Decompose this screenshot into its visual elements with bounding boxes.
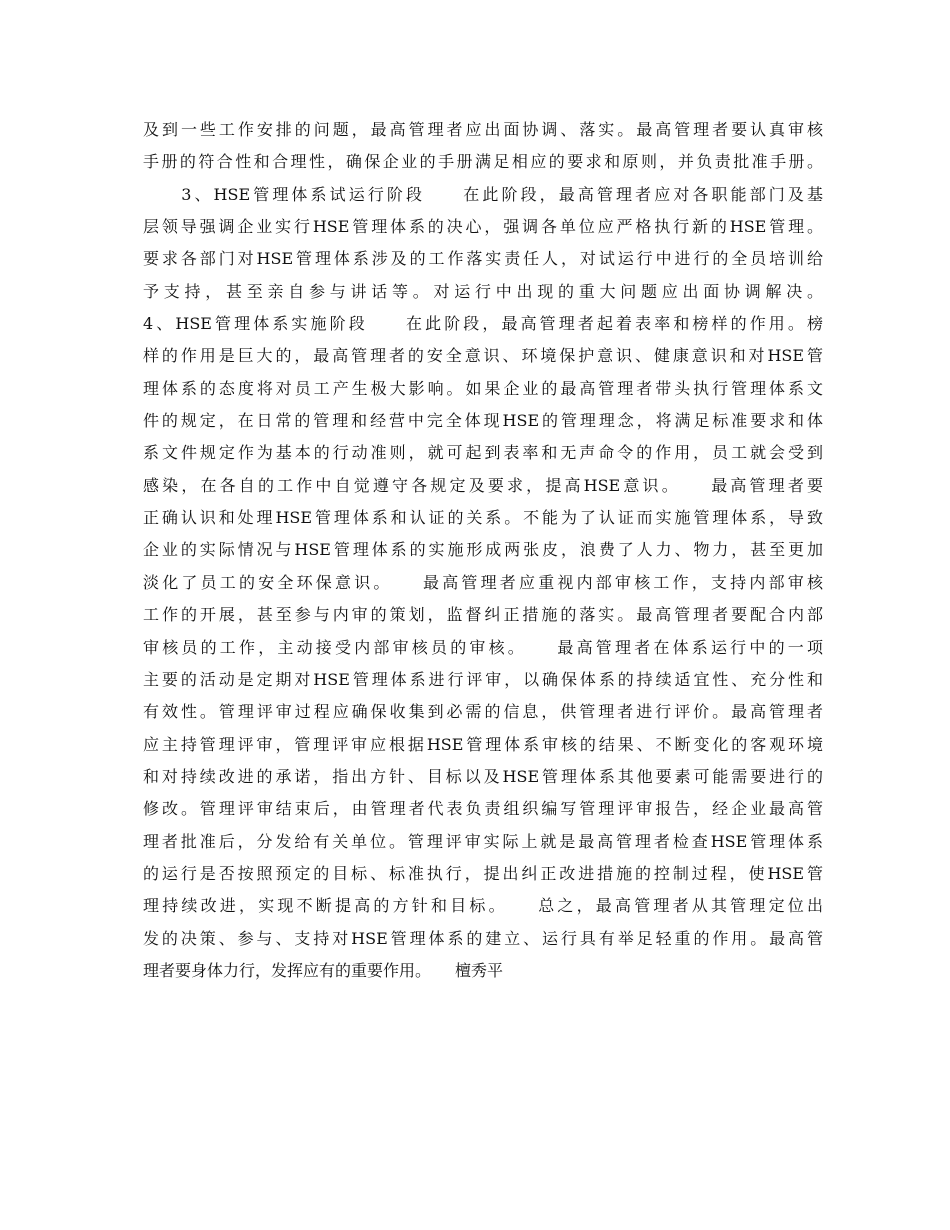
text-line-9: 理体系的态度将对员工产生极大影响。如果企业的最高管理者带头执行管理体系文 xyxy=(143,378,823,398)
text-line-12: 感染，在各自的工作中自觉遵守各规定及要求，提高HSE意识。 最高管理者要 xyxy=(143,475,823,495)
text-line-17: 审核员的工作，主动接受内部审核员的审核。 最高管理者在体系运行中的一项 xyxy=(143,637,823,657)
text-line-2: 手册的符合性和合理性，确保企业的手册满足相应的要求和原则，并负责批准手册。 xyxy=(143,152,823,172)
text-line-16: 工作的开展，甚至参与内审的策划，监督纠正措施的落实。最高管理者要配合内部 xyxy=(143,605,823,625)
text-line-10: 件的规定，在日常的管理和经营中完全体现HSE的管理理念，将满足标准要求和体 xyxy=(143,411,823,431)
text-line-14: 企业的实际情况与HSE管理体系的实施形成两张皮，浪费了人力、物力，甚至更加 xyxy=(143,540,823,560)
text-line-13: 正确认识和处理HSE管理体系和认证的关系。不能为了认证而实施管理体系，导致 xyxy=(143,508,823,528)
text-line-24: 的运行是否按照预定的目标、标准执行，提出纠正改进措施的控制过程，使HSE管 xyxy=(143,863,823,883)
text-line-15: 淡化了员工的安全环保意识。 最高管理者应重视内部审核工作，支持内部审核 xyxy=(143,572,823,592)
text-line-26: 发的决策、参与、支持对HSE管理体系的建立、运行具有举足轻重的作用。最高管 xyxy=(143,928,823,948)
text-line-18: 主要的活动是定期对HSE管理体系进行评审，以确保体系的持续适宜性、充分性和 xyxy=(143,669,823,689)
text-line-21: 和对持续改进的承诺，指出方针、目标以及HSE管理体系其他要素可能需要进行的 xyxy=(143,766,823,786)
text-line-3: 3、HSE管理体系试运行阶段 在此阶段，最高管理者应对各职能部门及基 xyxy=(143,184,823,204)
text-line-23: 理者批准后，分发给有关单位。管理评审实际上就是最高管理者检查HSE管理体系 xyxy=(143,831,823,851)
body-text xyxy=(143,114,823,987)
text-line-5: 要求各部门对HSE管理体系涉及的工作落实责任人，对试运行中进行的全员培训给 xyxy=(143,249,823,269)
text-line-4: 层领导强调企业实行HSE管理体系的决心，强调各单位应严格执行新的HSE管理。 xyxy=(143,217,823,237)
text-line-19: 有效性。管理评审过程应确保收集到必需的信息，供管理者进行评价。最高管理者 xyxy=(143,702,823,722)
text-line-25: 理持续改进，实现不断提高的方针和目标。 总之，最高管理者从其管理定位出 xyxy=(143,896,823,916)
text-line-1: 及到一些工作安排的问题，最高管理者应出面协调、落实。最高管理者要认真审核 xyxy=(143,120,823,139)
text-line-8: 样的作用是巨大的，最高管理者的安全意识、环境保护意识、健康意识和对HSE管 xyxy=(143,346,823,366)
text-line-22: 修改。管理评审结束后，由管理者代表负责组织编写管理评审报告，经企业最高管 xyxy=(143,799,823,819)
text-line-27: 理者要身体力行，发挥应有的重要作用。 檀秀平 xyxy=(143,960,504,980)
text-line-20: 应主持管理评审，管理评审应根据HSE管理体系审核的结果、不断变化的客观环境 xyxy=(143,734,823,754)
text-line-7: 4、HSE管理体系实施阶段 在此阶段，最高管理者起着表率和榜样的作用。榜 xyxy=(143,314,823,334)
text-line-11: 系文件规定作为基本的行动准则，就可起到表率和无声命令的作用，员工就会受到 xyxy=(143,443,823,463)
text-line-6: 予支持，甚至亲自参与讲话等。对运行中出现的重大问题应出面协调解决。 xyxy=(143,281,823,301)
